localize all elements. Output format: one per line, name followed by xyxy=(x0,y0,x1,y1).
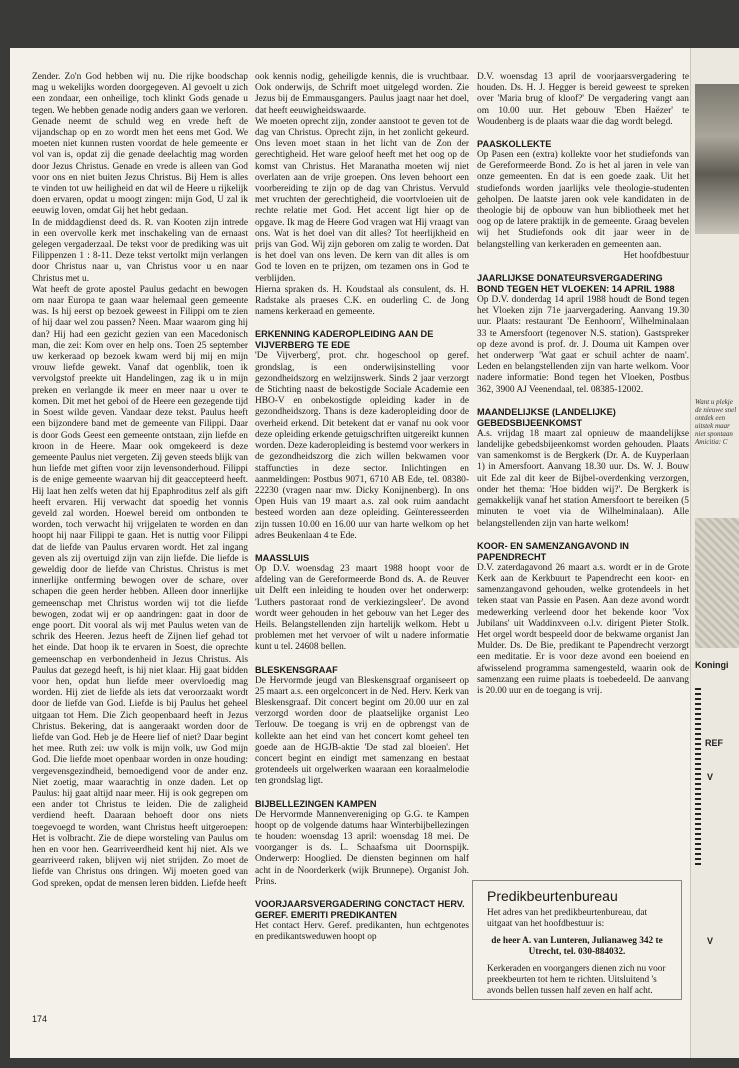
paragraph: We moeten oprecht zijn, zonder aanstoot te geven tot de dag van Christus. Oprecht zijn, in het zonlicht gekeurd. Ons leven moet staan in het licht van de Zon der gerechtigheid. Het ware geloof heeft met het oog op de komst van Christus. Het Maranatha moeten wij niet overlaten aan de vrije groepen. Ons leven behoort een voorbereiding te zijn op de dag van Christus. Vervuld met vruchten der gerechtigheid, die voortvloeien uit de rechte relatie met God. Het accent ligt hier op de opgave. Ik mag de Heere God vragen wat Hij vraagt van ons. Wat is het doel van dit alles? Tot heerlijkheid en prijs van God. Wij zijn geboren om zalig te worden. Dat is het doel van ons leven. De kern van dit alles is om God te loven en te prijzen, om tezamen ons in God te verblijden. xyxy=(255,116,469,284)
section-body: De Hervormde Mannenvereniging op G.G. te Kampen hoopt op de volgende datums haar Winterbijbellezingen te houden: woensdag 13 april: woensdag 18 mei. De voorganger is ds. L. Schaafsma uit Doornspijk. Onderwerp: Hooglied. De diensten beginnen om half acht in de Noorderkerk (wijk Brunnepe). Organist Joh. Prins. xyxy=(255,809,469,887)
section-body: D.V. zaterdagavond 26 maart a.s. wordt er in de Grote Kerk aan de Kerkbuurt te Papendrecht een koor- en samenzangavond gehouden, welke grotendeels in het teken staat van Passie en Pasen. Aan deze avond wordt medewerking verleend door het bekende koor 'Vox Jubilans' uit Waddinxveen o.l.v. dirigent Pieter Stolk. Het orgel wordt bespeeld door de bekwame organist Jan Mulder. Ds. De Bie, predikant te Papendrecht verzorgt een meditatie. Er is voor deze avond een boeiend en afwisselend programma samengesteld, waarin ook de samenzang een ruime plaats is toebedeeld. De aanvang is 20.00 uur en de toegang is vrij. xyxy=(477,562,689,696)
paragraph: Zender. Zo'n God hebben wij nu. Die rijke boodschap mag u wekelijks worden doorgegeven. Al gevoelt u zich een zondaar, een onheilige, toch klinkt Gods genade u tegen. We hebben genade nodig anders gaan we verloren. Genade neemt de schuld weg en vrede heft de vijandschap op en zo wordt men het eens met God. We moeten niet kunnen rusten voordat de hele gemeente er vol van is, opdat zij die genade deelachtig mag worden door Jezus Christus. Genade en vrede is alleen van God voor ons en niet buiten Jezus Christus. Bij Hem is alles te vinden tot uw heiligheid en dat wil de Heere u rijkelijk doen ervaren, opdat u moogt zingen: mijn God, U zal ik eeuwig loven, omdat Gij het hebt gedaan. xyxy=(32,72,248,217)
box-title: Predikbeurtenbureau xyxy=(487,888,618,904)
illustration xyxy=(695,518,739,648)
strip-label: REF xyxy=(705,738,723,748)
section-heading: KOOR- EN SAMENZANGAVOND IN PAPENDRECHT xyxy=(477,540,629,562)
column-1 xyxy=(32,72,248,1032)
predikbeurtenbureau-box xyxy=(472,880,682,1000)
paragraph: In de middagdienst deed ds. R. van Kooten zijn intrede in een overvolle kerk met inschakeling van de ernaast gelegen vergaderzaal. De tekst voor de prediking was uit Filippenzen 1 : 8-11. Deze tekst vertolkt mijn verlangen door Christus naar u, van Christus voor u en naar Christus met u. xyxy=(32,217,248,284)
photo xyxy=(695,84,739,234)
signature: Het hoofdbestuur xyxy=(623,250,689,261)
section-heading: BLESKENSGRAAF xyxy=(255,664,338,675)
section-heading: MAASSLUIS xyxy=(255,552,310,563)
section-body: 'De Vijverberg', prot. chr. hogeschool op geref. grondslag, is een onderwijsinstelling voor gezondheidszorg en welzijnswerk. Sinds 2 jaar verzorgt de Stichting naast de bekostigde Sociale Academie een HBO-V en onbekostigde opleiding kader in de gezondheidszorg. Thans is deze kaderopleiding door de overheid erkend. Dit betekent dat er vanaf nu ook voor deze opleiding erkende getuigschriften uitgereikt kunnen worden. Deze kaderopleiding is bestemd voor werkers in de gezondheidszorg die zich willen bekwamen voor staffuncties in deze sector. Inlichtingen en aanmeldingen: Postbus 9071, 6710 AB Ede, tel. 08380-22230 (vragen naar mw. Dicky Konijnenberg). In ons Open Huis van 19 maart a.s. zal ook ruim aandacht besteed worden aan deze opleiding. Geïnteresseerden zijn tussen 10.00 en 16.00 uur van harte welkom op het adres Beukenlaan 4 te Ede. xyxy=(255,351,469,541)
paragraph: Wat heeft de grote apostel Paulus gedacht en bewogen om naar Europa te gaan waar helemaal geen gemeente was. Is hij eerst op bezoek geweest in Filippi om te zien of hij daar wel zou passen? Neen. Maar waarom ging hij dan? Hij had een gezicht gezien van een Macedonisch man, die zei: Kom over en help ons. Toen 25 september uw kerkeraad op bezoek kwam werd bij mij en mijn vrouw liefde gewekt. Vanaf dat ogenblik, toen ik vervolgstof preekte uit Handelingen, zag ik u in mijn preken en verlangde ik meer en meer naar u over te komen. Dit met het geboi of de Heere een gezegende tijd in Soest wilde geven. Vandaar deze tekst. Paulus heeft een bijzondere band met de gemeente van Filippi. Daar is door Gods Geest een gemeente ontstaan, zijn liefde en kroon in de Heere. Maar ook omgekeerd is deze gemeente Paulus niet vergeten. Zij geven steeds blijk van hun liefde met giften voor zijn levensonderhoud. Filippi is de enige gemeente waarvan hij dit geaccepteerd heeft. Hij laat hen zelfs weten dat hij Epaphroditus zelf als gift heeft ervaren. Hij verwacht dat spoedig het vonnis geveld zal worden. Hoewel bereid om ontbonden te worden, toch verwacht hij vrijgelaten te worden en dan hoopt hij naar Filippi te gaan. Het is nuttig voor Filippi dat de liefde van Paulus ervaren wordt. Het zal ingang geven als zij overtuigd zijn van zijn liefde. Die liefde is geweldig door de liefde van Christus. Christus is met innerlijke ontferming bewogen over de schare, over schapen die geen herder hebben. Alleen door innerlijke gemeenschap met Christus worden wij tot die liefde bewogen, zodat wij er op aandringen: gaat in door de enge poort. Dit vooral als wij met Paulus weten van de schrik des Heeren. Jezus heeft de Zijnen lief gehad tot het einde. Dat hoop ik te ervaren in Soest, die oprechte gemeenschap en verbondenheid in Jezus Christus. Als Paulus dat gezegd heeft, is hij niet klaar. Hij gaat bidden voor hen, opdat hun liefde meer overvloedig mag worden. Hij ziet de liefde als iets dat veroorzaakt wordt door de liefde van God. Liefde is bij Paulus het geheel uitgaan tot Hem. Die Zich geopenbaard heeft in Jezus Christus. Bekering, dat is aangeraakt worden door de liefde van God. Heb je de Heere lief of niet? Daar begint het mee. Ruth zei: uw volk is mijn volk, uw God mijn God. Die liefde moet openbaar worden in onze houding: vergevensgezindheid, bemoedigend voor de ander enz. Niet zoetig, maar waarachtig in onze daden. Let op Paulus: hij gaat altijd naar meer. Hij is ook gegrepen om een ander tot Christus te leiden. Die de zaligheid verdiend heeft. Daaraan behoeft door ons niets toegevoegd te worden, want Christus heeft uitgeroepen: Het is volbracht. Zie de diepe worsteling van Paulus om hen en voor hen. Gearriveerdheid kent hij niet. Als we gearriveerd raken, blijven wij niet strijden. Zo moet de liefde van Christus ons dringen. Wij moeten goed van God spreken, opdat de mensen leren bidden. Liefde heeft xyxy=(32,284,248,889)
column-3 xyxy=(477,72,689,712)
paragraph: D.V. woensdag 13 april de voorjaarsvergadering te houden. Ds. H. J. Hegger is bereid geweest te spreken over 'Maria brug of kloof?' De vergadering vangt aan om 10.00 uur. Het gebouw 'Eben Haëzer' te Woudenberg is de plaats waar die dag wordt belegd. xyxy=(477,72,689,127)
section-body: Op D.V. donderdag 14 april 1988 houdt de Bond tegen het Vloeken zijn 71e jaarvergadering. Aanvang 19.30 uur. Plaats: restaurant 'De Eenhoorn', Wilhelminalaan 33 te Amersfoort (tegenover N.S. station). Gastspreker op deze avond is prof. dr. J. Douma uit Kampen over het onderwerp 'Wat gaat er schuil achter de naam'. Leden en belangstellenden zijn van harte welkom. Voor nadere informatie: Bond tegen het Vloeken, Postbus 362, 3900 AJ Veenendaal, tel. 08385-12002. xyxy=(477,295,689,395)
paragraph: ook kennis nodig, geheiligde kennis, die is vruchtbaar. Ook onderwijs, de Schrift moet uitgelegd worden. Zie Jezus bij de Emmausgangers. Paulus jaagt naar het doel, dat heeft eeuwigheidswaarde. xyxy=(255,72,469,116)
strip-label: V xyxy=(707,772,714,782)
dashed-bar xyxy=(695,688,701,868)
strip-label: V xyxy=(707,936,714,946)
section-heading: VOORJAARSVERGADERING CONCTACT HERV. GEREF. EMERITI PREDIKANTEN xyxy=(255,899,465,920)
section-body: A.s. vrijdag 18 maart zal opnieuw de maandelijkse landelijke gebedsbijeenkomst worden gehouden. Plaats van samenkomst is de Bergkerk (Dr. A. de Kuyperlaan 1) in Amersfoort. Aanvang 18.30 uur. Ds. W. J. Bouw uit Ede zal dit keer de Bijbel-overdenking verzorgen, onder het thema: 'Hoe bidden wij?'. De Bergkerk is gemakkelijk vanaf het station Amersfoort te bereiken (5 minuten te voet via de Wilhelminalaan). Alle belangstellenden zijn van harte welkom! xyxy=(477,428,689,529)
page-number: 174 xyxy=(32,1014,48,1024)
newspaper-page xyxy=(10,48,690,1058)
section-heading: BIJBELLEZINGEN KAMPEN xyxy=(255,798,377,809)
box-text: Kerkeraden en voorgangers dienen zich nu voor preekbeurten tot hem te richten. Uitsluitend 's avonds bellen tussen half zeven en half acht. xyxy=(487,964,666,996)
adjacent-page-strip xyxy=(690,48,739,1058)
box-address: de heer A. van Lunteren, Julianaweg 342 te Utrecht, tel. 030-884032. xyxy=(491,936,663,957)
section-heading: MAANDELIJKSE (LANDELIJKE) GEBEDSBIJEENKOMST xyxy=(477,406,616,428)
strip-label: Koningi xyxy=(695,660,729,670)
column-2 xyxy=(255,72,469,943)
section-heading: ERKENNING KADEROPLEIDING AAN DE VIJVERBERG TE EDE xyxy=(255,329,434,351)
section-body: Op D.V. woensdag 23 maart 1988 hoopt voor de afdeling van de Gereformeerde Bond ds. A. de Reuver uit Delft een inleiding te houden over het onderwerp: 'Luthers pastoraat rond de verkiezingsleer'. De avond wordt weer gehouden in het gebouw van het Leger des Heils. Belangstellenden zijn hartelijk welkom. Hebt u problemen met het vervoer of wilt u nadere informatie kunt u tel. 24608 bellen. xyxy=(255,563,469,653)
section-body: Het contact Herv. Geref. predikanten, hun echtgenotes en predikantsweduwen hoopt op xyxy=(255,921,469,943)
section-heading: PAASKOLLEKTE xyxy=(477,139,552,150)
section-body: De Hervormde jeugd van Bleskensgraaf organiseert op 25 maart a.s. een orgelconcert in de Ned. Herv. Kerk van Bleskensgraaf. Dit concert begint om 20.00 uur en zal verzorgd worden door de plaatselijke organist Leo Terlouw. De toegang is vrij en de opbrengst van de kollekte aan het eind van het concert komt geheel ten goede aan de HGJB-aktie 'De stad zal bloeien'. Het concert begint en eindigt met samenzang en bestaat grotendeels uit orgelwerken waaraan een koraalmelodie ten grondslag ligt. xyxy=(255,675,469,787)
strip-quote: Want u plekje de nieuwe snel ontdek een uitstek maar niet spontaan Amicitia: C xyxy=(695,398,737,446)
box-text: Het adres van het predikbeurtenbureau, dat uitgaat van het hoofdbestuur is: xyxy=(487,908,648,929)
paragraph: Hierna spraken ds. H. Koudstaal als consulent, ds. H. Radstake als praeses C.K. en ouderling C. de Jong namens kerkeraad en gemeente. xyxy=(255,284,469,318)
section-body: Op Pasen een (extra) kollekte voor het studiefonds van de Gereformeerde Bond. Zo is het al jaren in vele van onze gemeenten. En dat is een goede zaak. Uit het studiefonds worden jaarlijks vele theologie-studenten geholpen. De laatste jaren ook vele kandidaten in de theologie bij de opbouw van hun bibliotheek met het oog op de latere praktijk in de gemeente. Graag bevelen wij het Studiefonds ook dit jaar weer in de belangstelling van kerkeraden en gemeenten aan. xyxy=(477,150,689,250)
section-heading: JAARLIJKSE DONATEURSVERGADERING BOND TEGEN HET VLOEKEN: 14 APRIL 1988 xyxy=(477,273,675,295)
